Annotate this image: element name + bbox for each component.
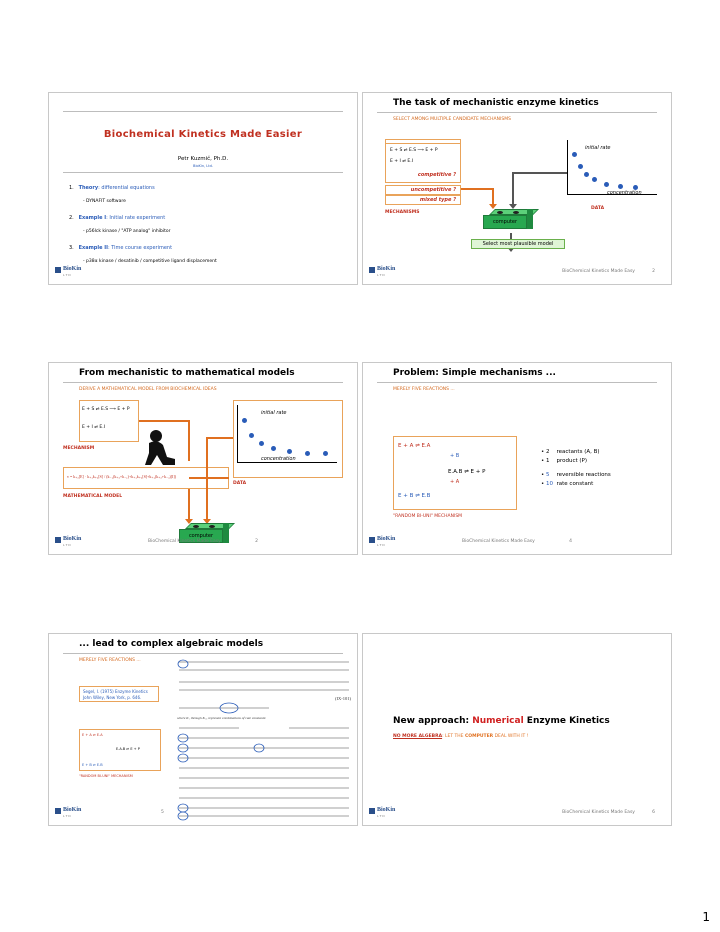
- initial-rate-label: initial rate: [261, 410, 287, 416]
- mechanism-label: MECHANISM: [63, 446, 95, 451]
- title-rule: [63, 653, 343, 654]
- slide-footer: BioChemical Kinetics Made Easy 4: [461, 539, 572, 544]
- mini-mechanism-box: [79, 729, 161, 771]
- label-plus-a: + A: [450, 479, 460, 485]
- author: Petr Kuzmič, Ph.D.: [177, 156, 229, 162]
- biokin-logo: BioKin L T D: [369, 266, 399, 278]
- mixed-type-label: mixed type ?: [419, 197, 456, 203]
- select-model-box: Select most plausible model: [471, 239, 565, 249]
- concentration-label: concentration: [261, 456, 296, 462]
- slide-footer: BioChemical Kinetics Made Easy 2: [562, 269, 655, 274]
- bullet-4: • 10 rate constant: [541, 481, 594, 487]
- slide-footer: BioChemical Kinetics Made Easy 2: [147, 539, 258, 544]
- slide-tagline: NO MORE ALGEBRA: LET THE COMPUTER DEAL WITH IT !: [393, 734, 529, 739]
- outline-item-2: 2. Example I: Initial rate experiment: [69, 215, 166, 221]
- algebraic-model-image: [169, 656, 357, 821]
- mini-reaction-1: E + A ⇌ E.A: [82, 733, 103, 737]
- outline-sub-2: - p56lck kinase / "ATP analog" inhibitor: [83, 229, 171, 234]
- slide-6: [362, 633, 672, 826]
- initial-rate-label: initial rate: [585, 145, 611, 151]
- slide-footer: BioChemical Kinetics Made Easy 6: [562, 810, 655, 815]
- random-bi-uni-label: "RANDOM BI-UNI" MECHANISM: [79, 774, 133, 778]
- reaction-2: E.A.B ⇌ E + P: [448, 469, 486, 475]
- biokin-logo: BioKin L T D: [55, 536, 85, 548]
- slide-title: Biochemical Kinetics Made Easier: [103, 129, 303, 140]
- citation-line-1: Segel, I. (1975) Enzyme Kinetics: [83, 689, 148, 694]
- outline-item-1: 1. Theory: differential equations: [69, 185, 155, 191]
- slide-title: Problem: Simple mechanisms ...: [393, 368, 556, 378]
- slide-mid-rule: [63, 172, 343, 173]
- slide-1: [48, 92, 358, 285]
- flow-arrows: [363, 93, 672, 285]
- slide-subtitle: SELECT AMONG MULTIPLE CANDIDATE MECHANISMS: [393, 117, 511, 122]
- bullet-1: • 2 reactants (A, B): [541, 449, 600, 455]
- data-label: DATA: [233, 481, 247, 486]
- slide-subtitle: MERELY FIVE REACTIONS ...: [393, 387, 455, 392]
- citation-line-2: John Wiley, New York, p. 646.: [83, 695, 142, 700]
- mini-reaction-2: E.A.B ⇌ E + P: [116, 747, 140, 751]
- math-model-label: MATHEMATICAL MODEL: [63, 494, 123, 499]
- slide-title: New approach: Numerical Enzyme Kinetics: [393, 716, 610, 726]
- outline-item-3: 3. Example II: Time course experiment: [69, 245, 173, 251]
- mechanism-eq-1: E + S ⇌ E.S ⟶ E + P: [82, 407, 130, 412]
- uncompetitive-label: uncompetitive ?: [410, 187, 456, 193]
- affiliation: BioKin, Ltd.: [193, 164, 213, 168]
- reaction-1: E + A ⇌ E.A: [398, 443, 431, 449]
- competitive-label: competitive ?: [417, 172, 456, 178]
- page-number: 5: [161, 810, 164, 815]
- citation-box: [79, 686, 159, 702]
- reaction-3: E + B ⇌ E.B: [398, 493, 431, 499]
- data-label: DATA: [591, 206, 605, 211]
- label-plus-b: + B: [450, 453, 460, 459]
- slide-subtitle: DERIVE A MATHEMATICAL MODEL FROM BIOCHEMICAL IDEAS: [79, 387, 217, 392]
- handout-page-number: 1: [702, 910, 710, 924]
- slide-title: From mechanistic to mathematical models: [79, 368, 295, 378]
- slide-3: From mechanistic to mathematical models DERIVE A MATHEMATICAL MODEL FROM BIOCHEMICAL IDEAS E + S ⇌ E.S ⟶ E + P E + I ⇌ E.I MECHANISM initial rate concentration DATA v = k₊₂[E] · k₊₁k₊₂[S] / (k₋₁(k₊₂+k₋₁)+k₊₁k₊₂[S]+k₊₁(k₊₂+k₋₃)[I]) MATHEMATICAL MODEL computer BioChemical Kinetics Made Easy 2 BioKin L T D: [48, 362, 358, 555]
- mini-reaction-3: E + B ⇌ E.B: [82, 763, 103, 767]
- rate-constants-note: where K₁ through K₁₈ represent combinations of rate constants:: [177, 716, 267, 720]
- mechanism-eq-1: E + S ⇌ E.S ⟶ E + P: [390, 148, 438, 153]
- bullet-3: • 5 reversible reactions: [541, 472, 611, 478]
- rate-equation: v = k₊₂[E] · k₊₁k₊₂[S] / (k₋₁(k₊₂+k₋₁)+k₊₁k₊₂[S]+k₊₁(k₊₂+k₋₃)[I]): [67, 474, 177, 479]
- mechanisms-label: MECHANISMS: [385, 210, 420, 215]
- equation-number: (IX-101): [335, 696, 351, 701]
- outline-sub-3: - p38α kinase / desatinib / competitive ligand displacement: [83, 259, 217, 264]
- random-bi-uni-label: "RANDOM BI-UNI" MECHANISM: [393, 514, 463, 519]
- biokin-logo: BioKin L T D: [369, 807, 399, 819]
- mechanism-eq-2: E + I ⇌ E.I: [390, 159, 414, 164]
- random-bi-uni-box: [393, 436, 517, 510]
- outline-sub-1: - DYNAFIT software: [83, 199, 126, 204]
- biokin-logo: BioKin L T D: [55, 807, 85, 819]
- slide-5: [48, 633, 358, 826]
- slide-2: The task of mechanistic enzyme kinetics SELECT AMONG MULTIPLE CANDIDATE MECHANISMS E + S ⇌ E.S ⟶ E + P E + I ⇌ E.I competitive ? uncompetitive ? mixed type ? MECHANISMS initial rate concentration computer DATA Select most plausible model BioChemical Kinetics Made Easy 2 BioKin L T D: [362, 92, 672, 285]
- biokin-logo: BioKin L T D: [369, 536, 399, 548]
- slide-title: The task of mechanistic enzyme kinetics: [393, 98, 599, 108]
- biokin-logo: BioKin L T D: [55, 266, 85, 278]
- slide-4: [362, 362, 672, 555]
- slide-top-rule: [63, 111, 343, 112]
- bullet-2: • 1 product (P): [541, 458, 588, 464]
- title-rule: [377, 382, 657, 383]
- slide-subtitle: MERELY FIVE REACTIONS ...: [79, 658, 141, 663]
- mechanism-eq-2: E + I ⇌ E.I: [82, 425, 106, 430]
- slide-title: ... lead to complex algebraic models: [79, 639, 264, 649]
- concentration-label: concentration: [607, 190, 642, 196]
